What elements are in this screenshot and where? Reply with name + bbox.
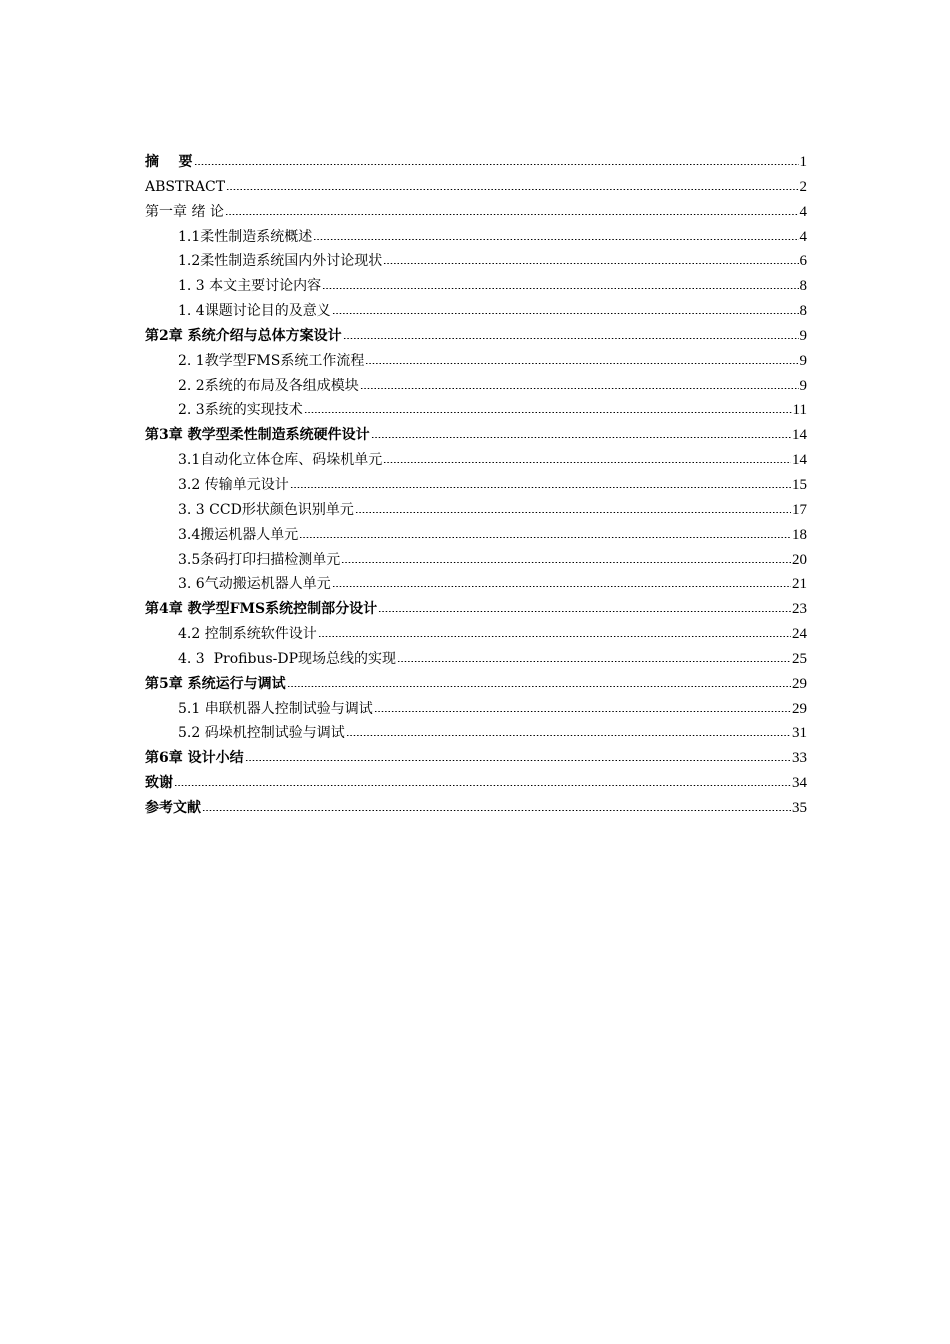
toc-page-number: 14 bbox=[792, 452, 807, 469]
toc-entry-section-3-2[interactable] bbox=[145, 473, 807, 498]
toc-entry-label: 1.2柔性制造系统国内外讨论现状 bbox=[178, 253, 383, 270]
toc-entry-section-2-1[interactable] bbox=[145, 349, 807, 374]
toc-dot-leader bbox=[304, 401, 792, 414]
toc-dot-leader bbox=[318, 625, 791, 638]
toc-entry-section-4-3[interactable] bbox=[145, 647, 807, 672]
toc-entry-section-3-3[interactable] bbox=[145, 498, 807, 523]
toc-entry-chapter-5[interactable] bbox=[145, 672, 807, 697]
toc-entry-section-2-3[interactable] bbox=[145, 398, 807, 423]
toc-dot-leader bbox=[245, 749, 791, 762]
toc-entry-label: 3.2 传输单元设计 bbox=[178, 476, 289, 493]
toc-page-number: 24 bbox=[792, 626, 807, 643]
toc-dot-leader bbox=[174, 774, 791, 787]
toc-entry-label: 2. 1教学型FMS系统工作流程 bbox=[178, 352, 365, 369]
toc-page-number: 1 bbox=[799, 154, 807, 170]
toc-page-number: 33 bbox=[792, 750, 807, 767]
toc-page-number: 4 bbox=[799, 228, 807, 245]
toc-entry-section-3-1[interactable] bbox=[145, 448, 807, 473]
toc-entry-section-2-2[interactable] bbox=[145, 374, 807, 399]
toc-page-number: 23 bbox=[792, 601, 807, 618]
toc-entry-label: 2. 3系统的实现技术 bbox=[178, 402, 303, 419]
toc-entry-label: 3.5条码打印扫描检测单元 bbox=[178, 551, 341, 568]
toc-page-number: 20 bbox=[792, 551, 807, 568]
toc-entry-label: ABSTRACT bbox=[145, 178, 226, 195]
toc-entry-label: 3. 3 CCD形状颜色识别单元 bbox=[178, 501, 354, 518]
toc-entry-label: 3.1自动化立体仓库、码垛机单元 bbox=[178, 452, 383, 469]
toc-entry-label: 1. 4课题讨论目的及意义 bbox=[178, 303, 331, 320]
toc-page-number: 2 bbox=[799, 178, 807, 195]
toc-entry-abstract-en[interactable] bbox=[145, 175, 807, 200]
toc-dot-leader bbox=[371, 426, 791, 439]
toc-entry-section-1-4[interactable] bbox=[145, 299, 807, 324]
toc-entry-section-1-2[interactable] bbox=[145, 249, 807, 274]
toc-entry-label: 第5章 系统运行与调试 bbox=[145, 675, 286, 692]
toc-page-number: 25 bbox=[792, 650, 807, 667]
toc-entry-label: 摘 要 bbox=[145, 154, 193, 170]
toc-dot-leader bbox=[287, 675, 791, 688]
toc-dot-leader bbox=[290, 476, 791, 489]
toc-entry-references[interactable] bbox=[145, 796, 807, 821]
toc-page-number: 18 bbox=[792, 526, 807, 543]
toc-dot-leader bbox=[194, 153, 799, 166]
toc-entry-label: 5.2 码垛机控制试验与调试 bbox=[178, 725, 345, 742]
toc-entry-label: 致谢 bbox=[145, 775, 173, 792]
toc-entry-label: 3.4搬运机器人单元 bbox=[178, 526, 299, 543]
toc-entry-label: 2. 2系统的布局及各组成模块 bbox=[178, 377, 359, 394]
toc-dot-leader bbox=[299, 526, 791, 539]
toc-page-number: 9 bbox=[799, 352, 807, 369]
toc-dot-leader bbox=[378, 600, 791, 613]
toc-entry-section-5-2[interactable] bbox=[145, 721, 807, 746]
toc-page-number: 14 bbox=[792, 427, 807, 444]
toc-page-number: 29 bbox=[792, 675, 807, 692]
toc-page-number: 9 bbox=[799, 327, 807, 344]
toc-dot-leader bbox=[360, 377, 799, 390]
toc-dot-leader bbox=[383, 451, 791, 464]
toc-page-number: 21 bbox=[792, 576, 807, 593]
toc-dot-leader bbox=[225, 203, 799, 216]
toc-page-number: 35 bbox=[792, 799, 807, 816]
toc-page-number: 29 bbox=[792, 700, 807, 717]
toc-entry-section-1-3[interactable] bbox=[145, 274, 807, 299]
toc-entry-label: 1.1柔性制造系统概述 bbox=[178, 228, 313, 245]
toc-entry-acknowledgements[interactable] bbox=[145, 771, 807, 796]
toc-entry-label: 4. 3 Profibus-DP现场总线的实现 bbox=[178, 650, 397, 667]
toc-entry-chapter-1[interactable] bbox=[145, 200, 807, 225]
toc-page-number: 6 bbox=[799, 253, 807, 270]
toc-entry-section-5-1[interactable] bbox=[145, 697, 807, 722]
toc-page-number: 17 bbox=[792, 501, 807, 518]
toc-dot-leader bbox=[365, 352, 798, 365]
toc-entry-label: 参考文献 bbox=[145, 799, 201, 816]
toc-entry-label: 4.2 控制系统软件设计 bbox=[178, 626, 317, 643]
toc-entry-section-3-4[interactable] bbox=[145, 523, 807, 548]
toc-dot-leader bbox=[383, 252, 798, 265]
toc-entry-chapter-2[interactable] bbox=[145, 324, 807, 349]
toc-dot-leader bbox=[202, 799, 791, 812]
toc-entry-label: 第6章 设计小结 bbox=[145, 750, 244, 767]
table-of-contents bbox=[145, 150, 807, 821]
toc-entry-label: 3. 6气动搬运机器人单元 bbox=[178, 576, 331, 593]
toc-entry-section-3-5[interactable] bbox=[145, 548, 807, 573]
toc-dot-leader bbox=[322, 277, 798, 290]
toc-dot-leader bbox=[343, 327, 799, 340]
toc-page-number: 34 bbox=[792, 775, 807, 792]
toc-dot-leader bbox=[313, 228, 798, 241]
toc-page-number: 8 bbox=[799, 278, 807, 295]
toc-entry-section-1-1[interactable] bbox=[145, 225, 807, 250]
toc-entry-label: 第4章 教学型FMS系统控制部分设计 bbox=[145, 601, 378, 618]
toc-dot-leader bbox=[332, 575, 791, 588]
toc-dot-leader bbox=[332, 302, 799, 315]
toc-dot-leader bbox=[346, 724, 791, 737]
toc-entry-abstract-cn[interactable] bbox=[145, 150, 807, 175]
toc-entry-label: 第3章 教学型柔性制造系统硬件设计 bbox=[145, 427, 370, 444]
toc-page-number: 4 bbox=[799, 203, 807, 220]
toc-entry-label: 第2章 系统介绍与总体方案设计 bbox=[145, 327, 342, 344]
toc-entry-section-4-2[interactable] bbox=[145, 622, 807, 647]
toc-dot-leader bbox=[226, 178, 798, 191]
toc-page-number: 8 bbox=[799, 303, 807, 320]
toc-dot-leader bbox=[397, 650, 791, 663]
toc-entry-label: 1. 3 本文主要讨论内容 bbox=[178, 278, 322, 295]
toc-dot-leader bbox=[374, 700, 791, 713]
toc-dot-leader bbox=[341, 551, 791, 564]
toc-page-number: 9 bbox=[799, 377, 807, 394]
toc-entry-label: 第一章 绪 论 bbox=[145, 203, 224, 220]
toc-entry-chapter-6[interactable] bbox=[145, 746, 807, 771]
toc-page-number: 11 bbox=[792, 402, 807, 419]
toc-page-number: 15 bbox=[792, 476, 807, 493]
toc-page-number: 31 bbox=[792, 725, 807, 742]
toc-entry-label: 5.1 串联机器人控制试验与调试 bbox=[178, 700, 373, 717]
toc-entry-chapter-3[interactable] bbox=[145, 423, 807, 448]
toc-entry-section-3-6[interactable] bbox=[145, 572, 807, 597]
toc-dot-leader bbox=[355, 501, 791, 514]
toc-entry-chapter-4[interactable] bbox=[145, 597, 807, 622]
